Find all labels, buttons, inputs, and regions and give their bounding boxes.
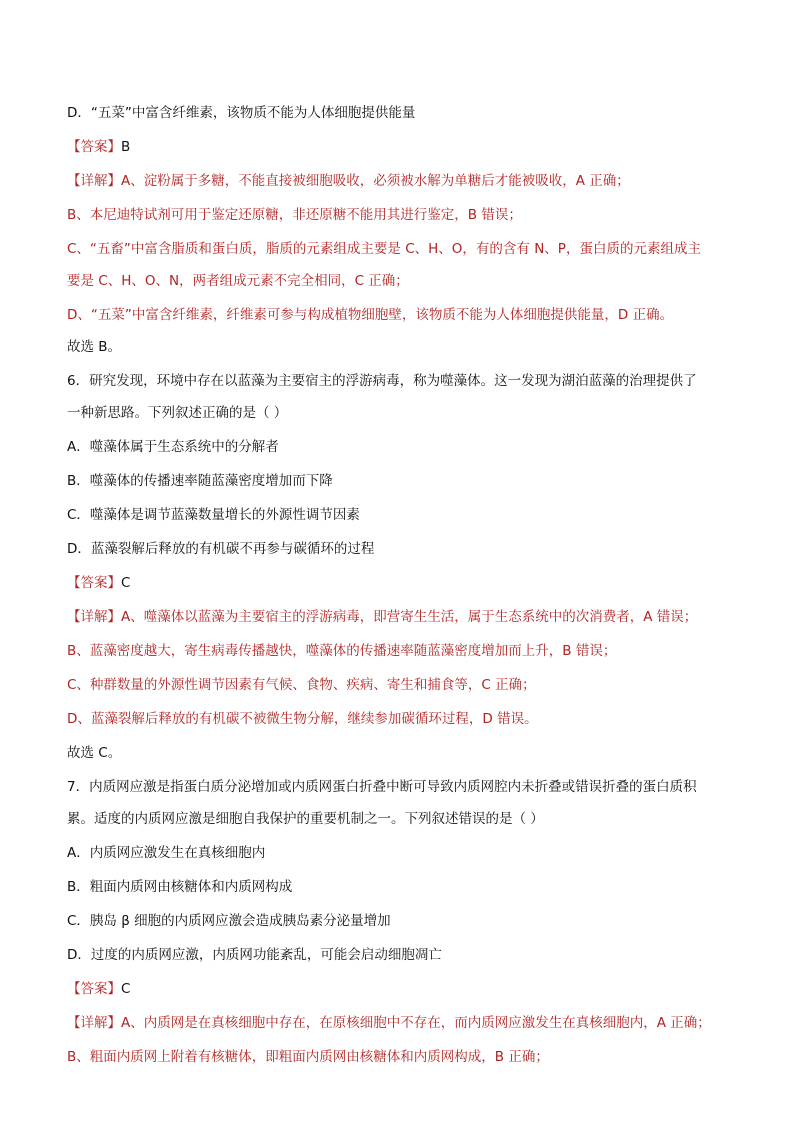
q6-detail-line: C、种群数量的外源性调节因素有气候、食物、疾病、寄生和捕食等，C 正确； [67, 677, 536, 693]
answer-value: C [121, 981, 131, 997]
detail-tag: 【详解】 [67, 1015, 121, 1031]
q5-detail-line: D、“五菜”中富含纤维素，纤维素可参与构成植物细胞壁，该物质不能为人体细胞提供能量，D 正确。 [67, 307, 674, 323]
q5-detail-line: C、“五畜”中富含脂质和蛋白质，脂质的元素组成主要是 C、H、O，有的含有 N、P，蛋白质的元素组成主 [67, 241, 701, 257]
q6-detail-line [67, 607, 724, 627]
q5-conclusion: 故选 B。 [67, 339, 122, 355]
answer-value: B [121, 139, 131, 155]
q7-stem-line: 7．内质网应激是指蛋白质分泌增加或内质网蛋白折叠中断可导致内质网腔内未折叠或错误折叠的蛋白质积 [67, 779, 697, 795]
q6-detail-line: D、蓝藻裂解后释放的有机碳不被微生物分解，继续参加碳循环过程，D 错误。 [67, 711, 538, 727]
q6-option-c: C．噬藻体是调节蓝藻数量增长的外源性调节因素 [67, 507, 360, 523]
q5-detail-line: B、本尼迪特试剂可用于鉴定还原糖，非还原糖不能用其进行鉴定，B 错误； [67, 207, 522, 223]
q5-detail-line: 要是 C、H、O、N，两者组成元素不完全相同，C 正确； [67, 273, 409, 289]
detail-text: A、噬藻体以蓝藻为主要宿主的浮游病毒，即营寄生生活，属于生态系统中的次消费者，A 错误； [121, 609, 698, 625]
q7-stem-line: 累。适度的内质网应激是细胞自我保护的重要机制之一。下列叙述错误的是（ ） [67, 811, 544, 827]
q7-option-b: B．粗面内质网由核糖体和内质网构成 [67, 879, 293, 895]
q6-stem-line: 6．研究发现，环境中存在以蓝藻为主要宿主的浮游病毒，称为噬藻体。这一发现为湖泊蓝藻的治理提供了 [67, 373, 697, 389]
q6-option-d: D．蓝藻裂解后释放的有机碳不再参与碳循环的过程 [67, 541, 375, 557]
answer-value: C [121, 575, 131, 591]
q7-detail-line [67, 1013, 724, 1033]
q6-answer [67, 573, 724, 593]
q6-option-b: B．噬藻体的传播速率随蓝藻密度增加而下降 [67, 473, 333, 489]
detail-text: A、内质网是在真核细胞中存在，在原核细胞中不存在，而内质网应激发生在真核细胞内，A 正确； [121, 1015, 711, 1031]
q6-option-a: A．噬藻体属于生态系统中的分解者 [67, 439, 279, 455]
q5-answer [67, 137, 724, 157]
q6-conclusion: 故选 C。 [67, 745, 122, 761]
q7-option-c: C．胰岛 β 细胞的内质网应激会造成胰岛素分泌量增加 [67, 913, 391, 929]
detail-tag: 【详解】 [67, 173, 121, 189]
q7-option-a: A．内质网应激发生在真核细胞内 [67, 845, 266, 861]
detail-tag: 【详解】 [67, 609, 121, 625]
answer-tag: 【答案】 [67, 139, 121, 155]
answer-tag: 【答案】 [67, 575, 121, 591]
q6-detail-line: B、蓝藻密度越大，寄生病毒传播越快，噬藻体的传播速率随蓝藻密度增加而上升，B 错误； [67, 643, 617, 659]
q6-stem-line: 一种新思路。下列叙述正确的是（ ） [67, 405, 288, 421]
q5-option-d: D．“五菜”中富含纤维素，该物质不能为人体细胞提供能量 [67, 105, 416, 121]
answer-tag: 【答案】 [67, 981, 121, 997]
q7-option-d: D．过度的内质网应激，内质网功能紊乱，可能会启动细胞凋亡 [67, 947, 442, 963]
q7-detail-line: B、粗面内质网上附着有核糖体，即粗面内质网由核糖体和内质网构成，B 正确； [67, 1049, 549, 1065]
q5-detail-line [67, 171, 724, 191]
detail-text: A、淀粉属于多糖，不能直接被细胞吸收，必须被水解为单糖后才能被吸收，A 正确； [121, 173, 630, 189]
q7-answer [67, 979, 724, 999]
